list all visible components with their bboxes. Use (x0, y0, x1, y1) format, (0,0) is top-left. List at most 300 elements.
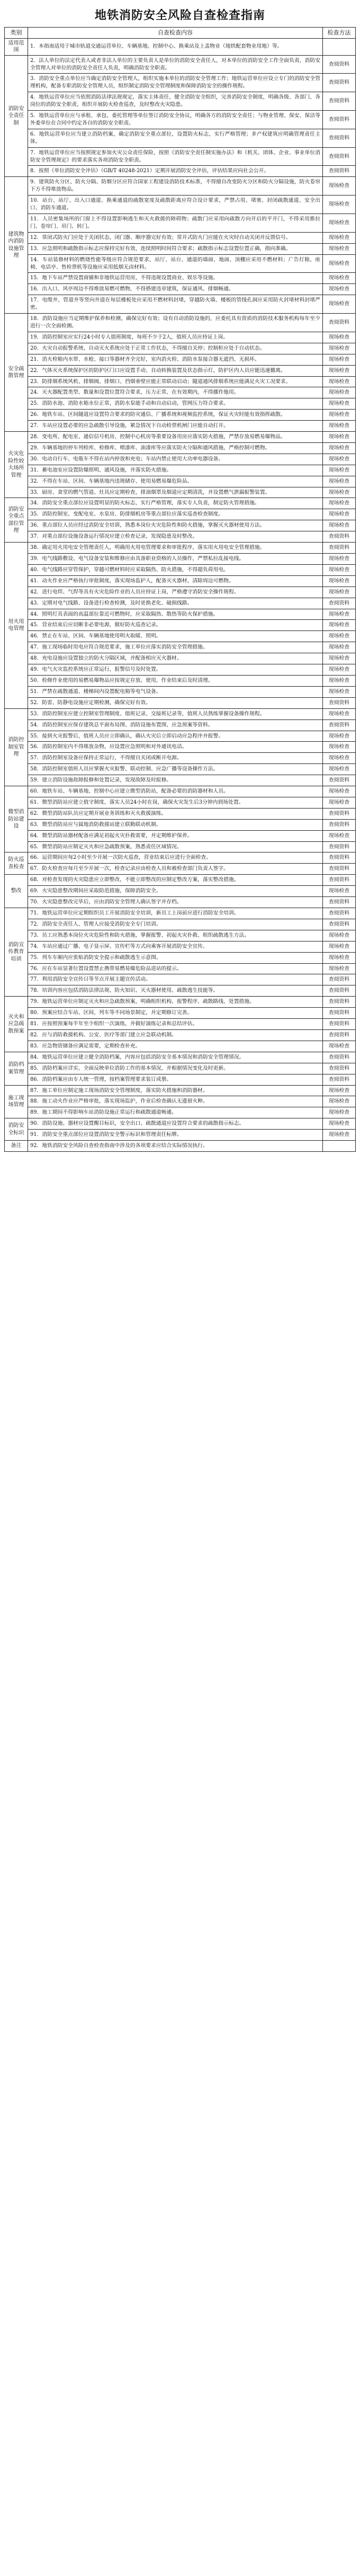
content-cell: 28．变电所、配电室、通信信号机房、控制中心机房等重要设备用房应落实防火措施，严禁存放易燃易爆物品。 (28, 432, 323, 443)
content-cell: 22．气体灭火系统保护区的防护区门口应设置手动、自动转换装置及状态指示灯，防护区内人员应能迅速撤离。 (28, 365, 323, 376)
content-cell: 54．消防控制室应保存建筑总平面布局图、消防设施布置图、应急预案等资料。 (28, 719, 323, 731)
table-row (5, 1008, 356, 1019)
content-cell: 86．消防档案应由专人统一管理，按档案管理要求装订成册。 (28, 1074, 323, 1085)
table-row (5, 129, 356, 147)
method-cell: 现场检查 (323, 232, 356, 243)
content-cell: 73．员工应熟悉本岗位火灾危险性和防火措施，掌握报警、初起火灾扑救、组织疏散逃生方法。 (28, 930, 323, 941)
content-cell: 18．消防设施应当定期维护保养和检测，确保完好有效；设有自动消防设施的，应委托具有资质的消防技术服务机构每年至少进行一次全面检测。 (28, 314, 323, 332)
category-cell: 火灾危险性较大场所管理 (5, 432, 28, 498)
method-cell: 现场检查 (323, 1118, 356, 1130)
content-cell: 19．消防控制室应实行24小时专人值班制度，每班不少于2人，值班人员应持证上岗。 (28, 332, 323, 343)
method-cell: 现场检查 (323, 273, 356, 284)
method-cell: 现场检查 (323, 786, 356, 797)
method-cell: 现场检查 (323, 432, 356, 443)
content-cell: 64．微型消防站器材配备应满足初起火灾扑救需要，并定期维护保养。 (28, 830, 323, 841)
table-row (5, 708, 356, 719)
method-cell: 查阅资料 (323, 92, 356, 111)
table-row (5, 543, 356, 554)
category-cell: 安全疏散管理 (5, 314, 28, 432)
method-cell: 查阅资料 (323, 1019, 356, 1030)
content-cell: 32．不得在车站、区间、车辆基地内违规储存、使用易燃易爆危险品。 (28, 476, 323, 487)
method-cell: 现场检查 (323, 941, 356, 952)
header-row (5, 28, 356, 39)
table-row (5, 620, 356, 631)
content-cell: 60．地铁车站、车辆基地、控制中心应建立微型消防站，配备必要的消防器材和人员。 (28, 786, 323, 797)
method-cell: 现场检查 (323, 1085, 356, 1096)
content-cell: 43．定期对电气线路、设备进行检查检测，及时更换老化、破损线路。 (28, 598, 323, 609)
content-cell: 92．地铁消防安全风险自查检查指南中涉及的各项要求应结合实际情况执行。 (28, 1141, 323, 1152)
table-row (5, 764, 356, 775)
table-row (5, 797, 356, 808)
method-cell: 查阅资料 (323, 1074, 356, 1085)
table-row (5, 273, 356, 284)
content-cell: 33．厨房、食堂的燃气管道、灶具应定期检查，排油烟罩及烟道应定期清洗，并设置燃气泄漏报警装置。 (28, 487, 323, 498)
content-cell: 10．站台、站厅、出入口通道、换乘通道的疏散宽度及疏散距离应符合设计要求，严禁占用、堵塞、封闭疏散通道、安全出口、消防车通道。 (28, 196, 323, 214)
table-row (5, 314, 356, 332)
table-row (5, 742, 356, 753)
method-cell: 现场检查 (323, 653, 356, 664)
table-row (5, 55, 356, 74)
table-row (5, 166, 356, 177)
table-row (5, 487, 356, 498)
content-cell: 3．消防安全重点单位应当确定消防安全管理人，组织实施本单位的消防安全管理工作；地铁运营单位应设立专门的消防安全管理机构，配备专职消防安全管理人员，组织制定消防安全管理制度和保障消防安全的操作规程。 (28, 74, 323, 92)
table-row (5, 398, 356, 410)
content-cell: 83．应急物资储备应满足需要，定期检查补充。 (28, 1041, 323, 1052)
method-cell: 查阅资料 (323, 852, 356, 864)
content-cell: 21．消火栓箱内水带、水枪、接口等器材齐全完好，室内消火栓、消防水泵接合器无遮挡、无损坏。 (28, 354, 323, 365)
method-cell: 查阅资料 (323, 997, 356, 1008)
table-row (5, 1029, 356, 1041)
content-cell: 76．应在车站显著位置设置禁止携带易燃易爆危险品进站的提示。 (28, 963, 323, 974)
content-cell: 27．车站应设置必要的应急疏散引导设施，紧急情况下自动检票机闸门应能自动打开。 (28, 421, 323, 432)
content-cell: 67．防火检查应每月至少开展一次，检查记录应由检查人员和被检查部门负责人签字。 (28, 864, 323, 875)
table-row (5, 243, 356, 254)
method-cell: 查阅资料 (323, 543, 356, 554)
method-cell: 现场检查 (323, 410, 356, 421)
table-row (5, 631, 356, 642)
table-row (5, 295, 356, 314)
content-cell: 24．灭火器配置类型、数量和设置位置符合要求，压力正常、在有效期内，不得挪作他用。 (28, 387, 323, 398)
content-cell: 66．运营期间应每2小时至少开展一次防火巡查，营业结束后应进行全面检查。 (28, 852, 323, 864)
content-cell: 50．检修作业使用的易燃易爆物品应按规定存放、使用，作业结束后及时清理。 (28, 675, 323, 686)
method-cell: 现场检查 (323, 243, 356, 254)
content-cell: 71．地铁运营单位应定期组织员工开展消防安全培训，新员工上岗前应进行消防安全培训。 (28, 908, 323, 919)
table-row (5, 365, 356, 376)
content-cell: 91．消防安全重点部位应设置消防安全警示标识和管理责任标牌。 (28, 1130, 323, 1141)
method-cell: 现场检查 (323, 476, 356, 487)
content-cell: 39．电气线路敷设、电气设备安装和维修应由具备职业资格的人员操作，严禁私拉乱接电线。 (28, 554, 323, 565)
content-cell: 69．火灾隐患整改期间应采取防范措施，保障消防安全。 (28, 886, 323, 897)
content-cell: 47．施工现场临时用电应符合规范要求，施工单位应落实消防安全管理措施。 (28, 642, 323, 653)
table-row (5, 147, 356, 166)
method-cell: 现场检查 (323, 1041, 356, 1052)
table-row (5, 653, 356, 664)
method-cell: 查阅资料 (323, 908, 356, 919)
content-cell: 40．电气线路应穿管保护，穿越可燃材料时应采取隔热、防火措施，不得超负荷用电。 (28, 564, 323, 575)
table-row (5, 753, 356, 764)
method-cell: 现场检查 (323, 952, 356, 963)
method-cell: 查阅资料 (323, 1008, 356, 1019)
content-cell: 70．火灾隐患整改完毕后，应由消防安全管理人确认签字并存档。 (28, 897, 323, 908)
table-row (5, 421, 356, 432)
table-row (5, 908, 356, 919)
category-cell: 消防安全标识 (5, 1118, 28, 1141)
content-cell: 9．建筑防火分区、防火分隔、防烟分区应符合国家工程建设消防技术标准，不得擅自改变防火分区和防火分隔设施，防火卷帘下方不得堆放物品。 (28, 177, 323, 196)
method-cell: 现场检查 (323, 886, 356, 897)
method-cell: 现场检查 (323, 708, 356, 719)
content-cell: 77．利用消防安全宣传日等节点开展主题宣传活动。 (28, 974, 323, 985)
table-row (5, 930, 356, 941)
content-cell: 17．电缆井、管道井等竖向井道在每层楼板处应采用不燃材料封堵，穿越防火墙、楼板的管线孔洞应采用防火封堵材料封堵严密。 (28, 295, 323, 314)
table-row (5, 1074, 356, 1085)
category-cell: 建筑物内消防设施管理 (5, 177, 28, 314)
method-cell: 现场检查 (323, 930, 356, 941)
content-cell: 62．微型消防站队员应定期开展业务训练和灭火救援演练。 (28, 808, 323, 819)
table-row (5, 1052, 356, 1063)
content-cell: 38．确定用火用电安全管理责任人，明确用火用电管理要求和审批程序，落实用火用电安全管理措施。 (28, 543, 323, 554)
table-row (5, 432, 356, 443)
content-cell: 59．建立消防设施故障报修和处置记录，发现故障及时报修。 (28, 775, 323, 786)
method-cell: 现场检查 (323, 753, 356, 764)
method-cell: 查阅资料 (323, 74, 356, 92)
content-cell: 44．照明灯具表面的高温部位靠近可燃物时，应采取隔热、散热等防火保护措施。 (28, 609, 323, 620)
content-cell: 42．进行电焊、气焊等具有火灾危险作业的人员应持证上岗，严格遵守消防安全操作规程。 (28, 587, 323, 598)
content-cell: 90．消防设施、器材应设置醒目标识，安全出口、疏散通道应设置符合要求的疏散指示标志。 (28, 1118, 323, 1130)
category-cell: 施工现场管理 (5, 1085, 28, 1118)
table-row (5, 1096, 356, 1107)
content-cell: 26．地铁车站、区间隧道应设置符合要求的防灾通信、广播系统和视频监控系统，保证火灾时能有效指挥疏散。 (28, 410, 323, 421)
method-cell: 现场检查 (323, 398, 356, 410)
content-cell: 34．消防安全重点部位应设置明显的防火标志，实行严格管理，落实专人负责，制定防火管理措施。 (28, 498, 323, 509)
method-cell: 查阅资料 (323, 897, 356, 908)
category-cell: 微型消防站建设 (5, 786, 28, 852)
content-cell: 72．消防安全责任人、管理人应接受消防安全专门培训。 (28, 919, 323, 930)
table-row (5, 1041, 356, 1052)
content-cell: 13．应急照明和疏散指示标志应保持完好有效，连续照明时间符合要求；疏散指示标志设置位置正确，指向准确。 (28, 243, 323, 254)
method-cell: 查阅资料 (323, 864, 356, 875)
table-row (5, 864, 356, 875)
table-row (5, 775, 356, 786)
table-row (5, 819, 356, 830)
table-row (5, 196, 356, 214)
method-cell: 现场检查 (323, 675, 356, 686)
method-cell: 现场检查 (323, 1130, 356, 1141)
content-cell: 20．火灾自动报警系统、自动灭火系统应处于正常工作状态，不得擅自关停；控制柜应处于自动状态。 (28, 343, 323, 354)
content-cell: 11．人员密集场所的门窗上不得设置影响逃生和灭火救援的障碍物；疏散门应采用向疏散方向开启的平开门，不得采用推拉门、卷帘门、吊门、转门。 (28, 214, 323, 233)
method-cell (323, 1141, 356, 1152)
content-cell: 16．出入口、风亭周边不得堆放易燃可燃物，不得搭建违章建筑，保证通风、排烟畅通。 (28, 284, 323, 295)
method-cell: 现场检查 (323, 764, 356, 775)
content-cell: 29．车辆基地的停车列检库、检修库、喷漆库、油漆库等应落实防火分隔和通风措施，严格控制可燃物。 (28, 442, 323, 454)
table-row (5, 875, 356, 886)
category-cell: 消防档案管理 (5, 1052, 28, 1085)
method-cell: 现场检查 (323, 564, 356, 575)
content-cell: 63．微型消防站应与属地消防救援站建立联勤联动机制。 (28, 819, 323, 830)
content-cell: 7．地铁运营单位应当按照规定参加火灾公众责任保险，按照《消防安全责任制实施办法》和《机关、团体、企业、事业单位消防安全管理规定》的要求落实各项消防安全职责。 (28, 147, 323, 166)
category-cell: 防火巡查检查 (5, 852, 28, 875)
table-row (5, 284, 356, 295)
content-cell: 8．按照《单位消防安全评估》（GB/T 40248-2021）定期开展消防安全评估，评估结果应向社会公开。 (28, 166, 323, 177)
content-cell: 12．常闭式防火门应处于关闭状态，闭门器、顺序器完好有效；常开式防火门应能在火灾时自动关闭并反馈信号。 (28, 232, 323, 243)
content-cell: 78．培训内容应包括消防法律法规、防火知识、灭火器材使用、疏散逃生技能等。 (28, 985, 323, 997)
table-row (5, 38, 356, 55)
content-cell: 80．预案应结合车站、区间、列车等不同场景制定，并定期修订完善。 (28, 1008, 323, 1019)
content-cell: 15．地下车站严禁设置商铺和非地铁运营用房，不得违规设置商业、娱乐等设施。 (28, 273, 323, 284)
header-content: 自查检查内容 (28, 28, 323, 39)
table-row (5, 74, 356, 92)
method-cell: 查阅资料 (323, 819, 356, 830)
method-cell: 现场检查 (323, 454, 356, 465)
content-cell: 45．营业结束后应切断非必要电源，做好防火巡查记录。 (28, 620, 323, 631)
table-row (5, 719, 356, 731)
method-cell: 现场检查 (323, 797, 356, 808)
table-body (5, 38, 356, 1151)
method-cell: 查阅资料 (323, 111, 356, 129)
method-cell: 现场检查 (323, 830, 356, 841)
table-row (5, 1085, 356, 1096)
content-cell: 75．列车车厢内应张贴消防安全提示和疏散逃生示意图。 (28, 952, 323, 963)
method-cell: 查阅资料 (323, 985, 356, 997)
content-cell: 5．地铁运营单位应与承租、承包、委托管理等单位签订消防安全协议，明确各方的消防安全责任；与物业管理、保安、保洁等外委单位在合同中约定各自的消防安全职责。 (28, 111, 323, 129)
content-cell: 85．消防档案应详实、全面反映单位消防工作的基本情况，并根据情况变化及时更新。 (28, 1063, 323, 1074)
table-row (5, 1107, 356, 1118)
content-cell: 74．车站应通过广播、电子显示屏、宣传栏等方式向乘客开展消防安全宣传。 (28, 941, 323, 952)
method-cell: 现场检查 (323, 214, 356, 233)
method-cell: 查阅资料 (323, 129, 356, 147)
content-cell: 51．严禁在疏散通道、楼梯间内设置配电箱等电气设备。 (28, 686, 323, 697)
content-cell: 48．充电设施应设置独立的防火分隔区域，并配备相应灭火器材。 (28, 653, 323, 664)
table-row (5, 111, 356, 129)
table-row (5, 587, 356, 598)
method-cell: 现场检查 (323, 631, 356, 642)
method-cell: 查阅资料 (323, 775, 356, 786)
content-cell: 25．消防水池、消防水箱水位正常，消防水泵能手动和自动启动，管网压力符合要求。 (28, 398, 323, 410)
table-row (5, 387, 356, 398)
table-row (5, 1118, 356, 1130)
table-row (5, 985, 356, 997)
table-row (5, 731, 356, 742)
content-cell: 65．微型消防站应制定灭火和应急疏散预案，熟悉责任区域情况。 (28, 841, 323, 852)
method-cell: 现场检查 (323, 376, 356, 387)
method-cell: 现场检查 (323, 1107, 356, 1118)
table-row (5, 664, 356, 676)
category-cell: 适用范围 (5, 38, 28, 55)
method-cell: 现场检查 (323, 575, 356, 587)
table-header (5, 28, 356, 39)
table-row (5, 354, 356, 365)
method-cell: 查阅资料 (323, 598, 356, 609)
table-row (5, 476, 356, 487)
content-cell: 82．应与消防救援机构、公安、医疗等部门建立应急联动机制。 (28, 1029, 323, 1041)
method-cell: 查阅资料 (323, 55, 356, 74)
method-cell: 查阅资料 (323, 1052, 356, 1063)
content-cell: 58．消防控制室值班人员应掌握火灾报警、联动控制、应急广播等设备操作方法。 (28, 764, 323, 775)
method-cell: 现场检查 (323, 365, 356, 376)
method-cell: 查阅资料 (323, 314, 356, 332)
method-cell: 现场检查 (323, 1096, 356, 1107)
table-row (5, 675, 356, 686)
method-cell: 现场检查 (323, 609, 356, 620)
method-cell: 现场检查 (323, 731, 356, 742)
table-row (5, 786, 356, 797)
method-cell: 现场检查 (323, 196, 356, 214)
content-cell: 61．微型消防站应建立值守制度，落实人员24小时在岗，确保火灾发生后3分钟内到场处置。 (28, 797, 323, 808)
content-cell: 55．接到火灾报警后，值班人员应立即确认，确认火灾后立即启动应急程序并报警。 (28, 731, 323, 742)
table-row (5, 974, 356, 985)
method-cell: 查阅资料 (323, 1029, 356, 1041)
method-cell: 现场检查 (323, 254, 356, 273)
content-cell: 4．地铁运营单位应当依照消防法律法规规定，落实主体责任，健全消防安全组织，完善消防安全制度，明确各级、各部门、各岗位的消防安全职责，组织开展防火检查巡查，及时整改火灾隐患。 (28, 92, 323, 111)
method-cell: 现场检查 (323, 963, 356, 974)
category-cell: 用火用电管理 (5, 543, 28, 709)
content-cell: 35．消防控制室、变配电室、水泵房、防排烟机房等重点部位应落实巡查检查制度。 (28, 509, 323, 520)
header-category: 类别 (5, 28, 28, 39)
method-cell: 现场检查 (323, 421, 356, 432)
method-cell: 现场检查 (323, 487, 356, 498)
content-cell: 6．地铁运营单位应当建立消防档案，确定消防安全重点部位，设置防火标志，实行严格管理；多产权建筑应明确管理责任主体。 (28, 129, 323, 147)
content-cell: 79．地铁运营单位应制定灭火和应急疏散预案，明确组织机构、报警程序、疏散路线、处置措施。 (28, 997, 323, 1008)
table-row (5, 554, 356, 565)
method-cell: 现场检查 (323, 343, 356, 354)
method-cell: 现场检查 (323, 554, 356, 565)
method-cell: 现场检查 (323, 442, 356, 454)
content-cell: 57．消防控制室设备应保持正常运行，不得擅自关闭或断开电源。 (28, 753, 323, 764)
table-row (5, 997, 356, 1008)
category-cell: 消防宣传教育培训 (5, 908, 28, 997)
content-cell: 49．电气火灾监控系统应正常运行，报警信号及时处置。 (28, 664, 323, 676)
page (4, 0, 356, 1157)
method-cell: 查阅资料 (323, 841, 356, 852)
content-cell: 88．施工动火作业应严格审批，落实现场监护，作业后检查确认无遗留火种。 (28, 1096, 323, 1107)
table-row (5, 1141, 356, 1152)
table-row (5, 963, 356, 974)
content-cell: 46．禁止在车站、区间、车辆基地使用明火取暖、照明。 (28, 631, 323, 642)
table-row (5, 852, 356, 864)
content-cell: 14．车站装修材料的燃烧性能等级应符合规范要求，站厅、站台、通道的墙面、地面、顶棚应采用不燃材料；广告灯箱、座椅、电话亭、售检票机等设施应采用低烟无卤材料。 (28, 254, 323, 273)
method-cell: 查阅资料 (323, 697, 356, 708)
table-row (5, 454, 356, 465)
category-cell: 消防控制室管理 (5, 708, 28, 786)
content-cell: 23．防排烟系统风机、排烟阀、排烟口、挡烟垂壁应能正常联动启动；隧道通风排烟系统应能满足火灾工况要求。 (28, 376, 323, 387)
method-cell: 查阅资料 (323, 147, 356, 166)
table-row (5, 465, 356, 476)
table-row (5, 376, 356, 387)
content-cell: 2．法人单位的法定代表人或者非法人单位的主要负责人是单位的消防安全责任人，对本单位的消防安全工作全面负责，消防安全管理人对单位的消防安全责任人负责，明确消防安全职责。 (28, 55, 323, 74)
table-row (5, 642, 356, 653)
method-cell: 查阅资料 (323, 808, 356, 819)
table-row (5, 830, 356, 841)
table-row (5, 919, 356, 930)
table-row (5, 520, 356, 531)
table-row (5, 952, 356, 963)
table-row (5, 498, 356, 509)
table-row (5, 214, 356, 233)
table-row (5, 1063, 356, 1074)
content-cell: 56．消防控制室内不得堆放杂物，应设置应急照明和对外通讯电话。 (28, 742, 323, 753)
category-cell: 消防安全责任制 (5, 55, 28, 177)
method-cell: 现场检查 (323, 587, 356, 598)
method-cell: 现场检查 (323, 642, 356, 653)
table-row (5, 564, 356, 575)
content-cell: 68．对检查发现的火灾隐患应立即整改，不能立即整改的应制定整改方案，落实整改措施。 (28, 875, 323, 886)
content-cell: 84．地铁运营单位应建立健全消防档案，内容应包括消防安全基本情况和消防安全管理情况。 (28, 1052, 323, 1063)
method-cell: 现场检查 (323, 387, 356, 398)
table-row (5, 531, 356, 543)
method-cell: 查阅资料 (323, 531, 356, 543)
method-cell: 查阅资料 (323, 919, 356, 930)
table-row (5, 442, 356, 454)
content-cell: 30．电动自行车、电瓶车不得在站内停放和充电；车站内禁止使用大功率电器设备。 (28, 454, 323, 465)
content-cell: 52．防雷、防静电设施应定期检测，确保完好有效。 (28, 697, 323, 708)
header-method: 检查方法 (323, 28, 356, 39)
method-cell: 现场检查 (323, 520, 356, 531)
table-row (5, 808, 356, 819)
method-cell: 现场检查 (323, 332, 356, 343)
table-row (5, 841, 356, 852)
table-row (5, 1130, 356, 1141)
table-row (5, 410, 356, 421)
method-cell: 查阅资料 (323, 974, 356, 985)
method-cell: 查阅资料 (323, 1063, 356, 1074)
table-row (5, 886, 356, 897)
content-cell: 1．本指南适用于城市轨道交通运营单位、车辆基地、控制中心、换乘站及上盖物业（地铁配套物业用地）等。 (28, 38, 323, 55)
table-row (5, 686, 356, 697)
method-cell: 查阅资料 (323, 719, 356, 731)
category-cell: 消防安全重点部位管理 (5, 498, 28, 543)
method-cell: 现场检查 (323, 284, 356, 295)
method-cell: 现场检查 (323, 509, 356, 520)
method-cell: 现场检查 (323, 742, 356, 753)
content-cell: 89．施工期间不得影响车站消防设施正常运行和疏散通道畅通。 (28, 1107, 323, 1118)
content-cell: 31．蓄电池室应设置防爆照明、通风设施，并落实防火措施。 (28, 465, 323, 476)
table-row (5, 697, 356, 708)
table-row (5, 1019, 356, 1030)
category-cell: 备注 (5, 1141, 28, 1152)
page-title: 地铁消防安全风险自查检查指南 (94, 9, 265, 22)
table-row (5, 609, 356, 620)
table-row (5, 897, 356, 908)
table-row (5, 343, 356, 354)
table-row (5, 509, 356, 520)
category-cell: 整改 (5, 875, 28, 908)
content-cell: 53．消防控制室应建立控制室管理制度、值班记录、交接班记录等，值班人员熟练掌握设备操作规程。 (28, 708, 323, 719)
content-cell: 36．重点部位人员应经过消防安全培训，熟悉本岗位火灾危险性和防火措施，掌握灭火器材使用方法。 (28, 520, 323, 531)
method-cell: 现场检查 (323, 620, 356, 631)
content-cell: 81．应按照预案每半年至少组织一次演练，并做好演练记录和总结评估。 (28, 1019, 323, 1030)
method-cell: 查阅资料 (323, 166, 356, 177)
table-row (5, 92, 356, 111)
method-cell: 现场检查 (323, 354, 356, 365)
method-cell: 现场检查 (323, 498, 356, 509)
table-row (5, 941, 356, 952)
method-cell: 现场检查 (323, 465, 356, 476)
table-row (5, 177, 356, 196)
table-row (5, 332, 356, 343)
method-cell: 现场检查 (323, 664, 356, 676)
method-cell: 查阅资料 (323, 875, 356, 886)
category-cell: 灭火和应急疏散预案 (5, 997, 28, 1052)
table-row (5, 575, 356, 587)
checklist-table (4, 27, 356, 1152)
content-cell: 41．动火作业应严格执行审批制度，落实现场监护人，配备灭火器材，清除周边可燃物。 (28, 575, 323, 587)
method-cell (323, 38, 356, 55)
content-cell: 87．施工单位应制定施工现场消防安全管理制度，落实防火措施和消防器材。 (28, 1085, 323, 1096)
method-cell: 现场检查 (323, 686, 356, 697)
table-row (5, 254, 356, 273)
method-cell: 现场检查 (323, 177, 356, 196)
method-cell: 现场检查 (323, 295, 356, 314)
content-cell: 37．对重点部位设施设备运行情况应建立检查记录，发现隐患及时整改。 (28, 531, 323, 543)
